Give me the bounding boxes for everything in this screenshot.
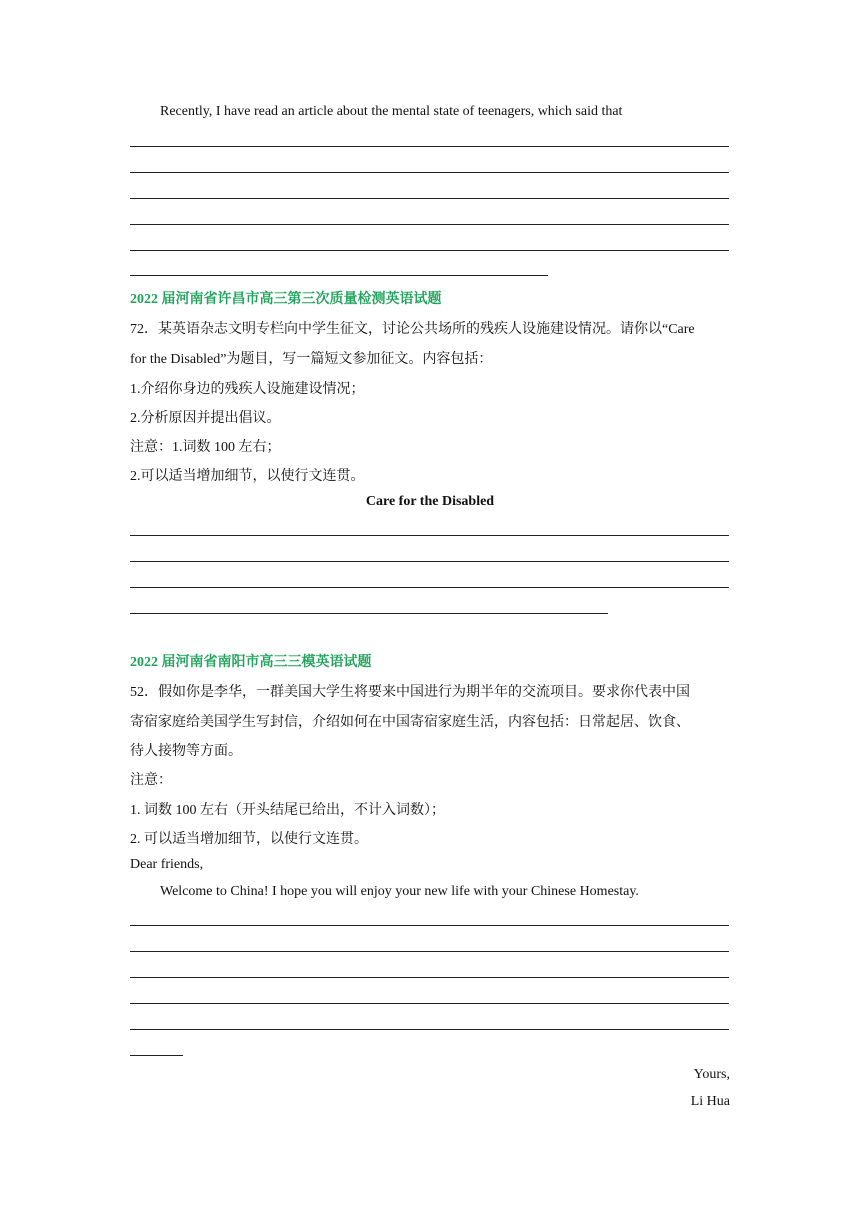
note-label: 注意： (130, 773, 172, 788)
answer-line (130, 1003, 729, 1004)
answer-line (130, 561, 729, 562)
essay-title: Care for the Disabled (365, 494, 495, 509)
answer-line (130, 535, 729, 536)
answer-line-short (130, 1055, 183, 1056)
letter-opening: Welcome to China! I hope you will enjoy your new life with your Chinese Homestay. (160, 884, 639, 899)
answer-line (130, 1029, 729, 1030)
question-text-line: for the Disabled”为题目，写一篇短文参加征文。内容包括： (130, 352, 493, 367)
exam-heading: 2022 届河南省许昌市高三第三次质量检测英语试题 (130, 292, 442, 307)
answer-line (130, 951, 729, 952)
answer-line-short (130, 275, 548, 276)
question-text-line: 52．假如你是李华，一群美国大学生将要来中国进行为期半年的交流项目。要求你代表中国 (130, 685, 690, 700)
note-text: 2.可以适当增加细节，以使行文连贯。 (130, 469, 365, 484)
question-text-line: 待人接物等方面。 (130, 744, 242, 759)
answer-line-short (130, 613, 608, 614)
answer-line (130, 925, 729, 926)
letter-salutation: Dear friends, (130, 857, 204, 872)
content-item: 2.分析原因并提出倡议。 (130, 411, 281, 426)
letter-closing: Yours, (693, 1067, 730, 1082)
content-item: 1.介绍你身边的残疾人设施建设情况； (130, 382, 365, 397)
answer-line (130, 172, 729, 173)
exam-heading: 2022 届河南省南阳市高三三模英语试题 (130, 655, 372, 670)
answer-line (130, 977, 729, 978)
answer-line (130, 224, 729, 225)
letter-signature: Li Hua (690, 1094, 730, 1109)
question-text-line: 寄宿家庭给美国学生写封信，介绍如何在中国寄宿家庭生活，内容包括：日常起居、饮食、 (130, 715, 690, 730)
letter-intro-text: Recently, I have read an article about the mental state of teenagers, which said that (160, 104, 623, 119)
note-text: 1. 词数 100 左右（开头结尾已给出，不计入词数）； (130, 803, 445, 818)
question-text-line: 72．某英语杂志文明专栏向中学生征文，讨论公共场所的残疾人设施建设情况。请你以“Care (130, 322, 695, 337)
answer-line (130, 250, 729, 251)
answer-line (130, 587, 729, 588)
note-text: 注意：1.词数 100 左右； (130, 440, 281, 455)
answer-line (130, 146, 729, 147)
answer-line (130, 198, 729, 199)
note-text: 2. 可以适当增加细节，以使行文连贯。 (130, 832, 368, 847)
